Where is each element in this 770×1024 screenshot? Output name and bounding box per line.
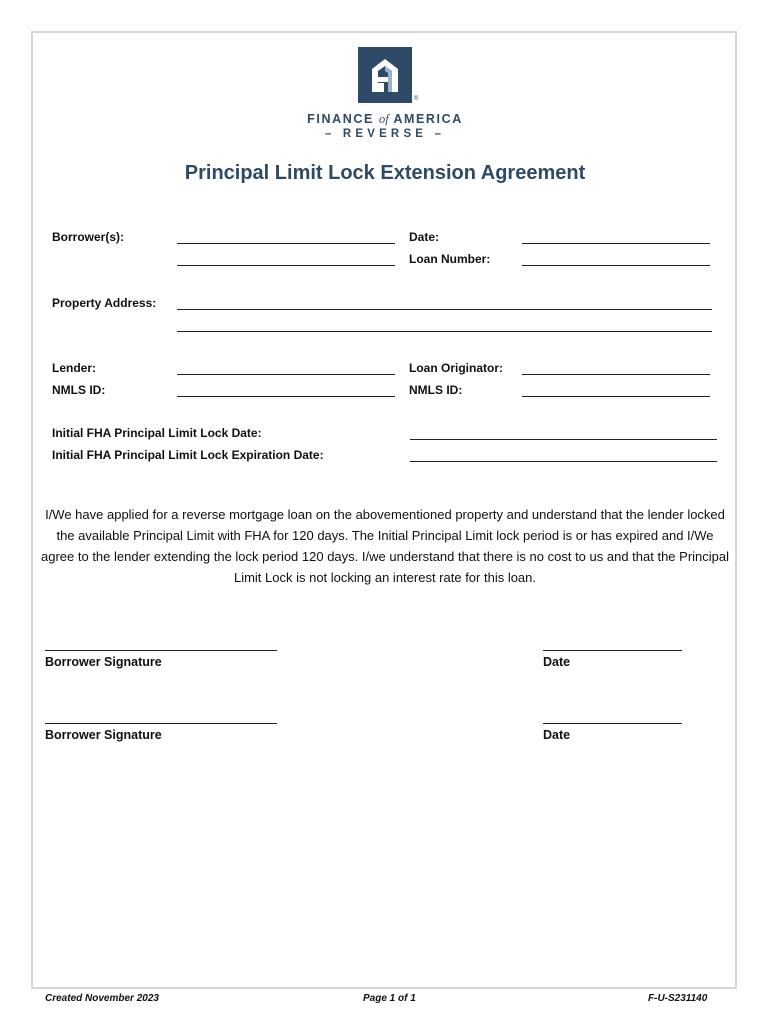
initial-lock-expiration-field[interactable] bbox=[410, 461, 717, 462]
borrower-signature-label-1: Borrower Signature bbox=[45, 655, 162, 669]
signature-date-line-2[interactable] bbox=[543, 723, 682, 724]
footer-page-number: Page 1 of 1 bbox=[363, 993, 416, 1004]
borrower-signature-line-2[interactable] bbox=[45, 723, 277, 724]
loan-number-label: Loan Number: bbox=[409, 252, 491, 266]
brand-reverse: – REVERSE – bbox=[324, 128, 446, 140]
brand-of: of bbox=[378, 112, 389, 126]
signature-date-line-1[interactable] bbox=[543, 650, 682, 651]
property-address-field-1[interactable] bbox=[177, 309, 712, 310]
date-field[interactable] bbox=[522, 243, 710, 244]
brand-name bbox=[290, 112, 480, 127]
borrower-field-1[interactable] bbox=[177, 243, 395, 244]
borrowers-label: Borrower(s): bbox=[52, 230, 125, 244]
date-label: Date: bbox=[409, 230, 440, 244]
loan-originator-field[interactable] bbox=[522, 374, 710, 375]
logo-glyph-icon bbox=[358, 47, 412, 103]
loan-originator-label: Loan Originator: bbox=[409, 361, 503, 375]
signature-date-label-1: Date bbox=[543, 655, 571, 669]
lender-nmls-field[interactable] bbox=[177, 396, 395, 397]
borrower-signature-line-1[interactable] bbox=[45, 650, 277, 651]
originator-nmls-label: NMLS ID: bbox=[409, 383, 463, 397]
loan-number-field[interactable] bbox=[522, 265, 710, 266]
footer-created: Created November 2023 bbox=[45, 993, 159, 1004]
registered-mark: ® bbox=[414, 96, 419, 102]
borrower-field-2[interactable] bbox=[177, 265, 395, 266]
borrower-signature-label-2: Borrower Signature bbox=[45, 728, 162, 742]
initial-lock-date-field[interactable] bbox=[410, 439, 717, 440]
initial-lock-date-label: Initial FHA Principal Limit Lock Date: bbox=[52, 426, 262, 440]
brand-america: AMERICA bbox=[393, 112, 463, 126]
lender-field[interactable] bbox=[177, 374, 395, 375]
page-title: Principal Limit Lock Extension Agreement bbox=[184, 162, 586, 184]
footer-form-id: F-U-S231140 bbox=[648, 993, 708, 1004]
lender-label: Lender: bbox=[52, 361, 97, 375]
lender-nmls-label: NMLS ID: bbox=[52, 383, 106, 397]
initial-lock-expiration-label: Initial FHA Principal Limit Lock Expiration Date: bbox=[52, 448, 324, 462]
finance-of-america-logo-icon bbox=[358, 47, 412, 103]
signature-date-label-2: Date bbox=[543, 728, 571, 742]
property-address-label: Property Address: bbox=[52, 296, 157, 310]
brand-finance: FINANCE bbox=[307, 112, 374, 126]
agreement-paragraph: I/We have applied for a reverse mortgage loan on the abovementioned property and understand that the lender locked the available Principal Limit with FHA for 120 days. The Initial Principal Limit lock period is or has expired and I/We agree to the lender extending the lock period 120 days. I/we understand that there is no cost to us and that the Principal Limit Lock is not locking an interest rate for this loan. bbox=[41, 507, 729, 585]
originator-nmls-field[interactable] bbox=[522, 396, 710, 397]
property-address-field-2[interactable] bbox=[177, 331, 712, 332]
